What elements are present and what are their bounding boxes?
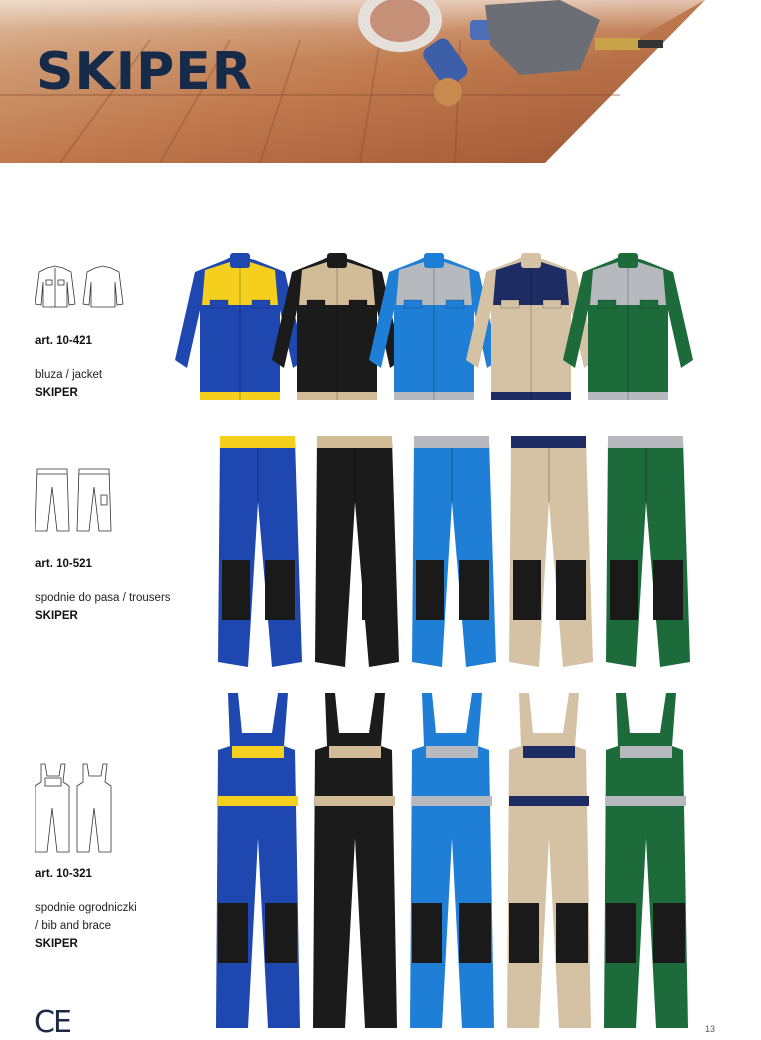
- page-title: SKIPER: [36, 42, 253, 102]
- description-line-1: spodnie ogrodniczki: [35, 902, 137, 914]
- trousers-variant-3: [412, 436, 496, 667]
- jacket-variant-5: [563, 253, 693, 400]
- product-name: SKIPER: [35, 387, 78, 399]
- page-number: 13: [705, 1024, 716, 1034]
- product-description-jacket: [35, 366, 102, 402]
- description-text: spodnie do pasa / trousers: [35, 592, 171, 604]
- trousers-flat-drawing: [35, 467, 113, 533]
- product-description-bib: [35, 899, 137, 953]
- product-article-bib: art. 10-321: [35, 868, 92, 880]
- product-article-jacket: art. 10-421: [35, 335, 92, 347]
- bib-variant-4: [507, 693, 591, 1028]
- bib-variants: [210, 688, 710, 1033]
- product-article-trousers: art. 10-521: [35, 558, 92, 570]
- bib-variant-1: [216, 693, 300, 1028]
- trousers-variant-5: [606, 436, 690, 667]
- bib-flat-drawing: [35, 762, 113, 854]
- trousers-variant-4: [509, 436, 593, 667]
- jacket-variants: [175, 250, 755, 410]
- product-description-trousers: [35, 589, 171, 625]
- trousers-variant-2: [315, 436, 399, 667]
- bib-variant-3: [410, 693, 494, 1028]
- product-name: SKIPER: [35, 938, 78, 950]
- ce-mark: CE: [34, 1005, 70, 1040]
- trousers-variant-1: [218, 436, 302, 667]
- bib-variant-2: [313, 693, 397, 1028]
- bib-variant-5: [604, 693, 688, 1028]
- jacket-flat-drawing: [35, 264, 127, 310]
- description-line-2: / bib and brace: [35, 920, 112, 932]
- product-name: SKIPER: [35, 610, 78, 622]
- description-text: bluza / jacket: [35, 369, 103, 381]
- trousers-variants: [210, 432, 710, 677]
- header-banner: [0, 0, 761, 163]
